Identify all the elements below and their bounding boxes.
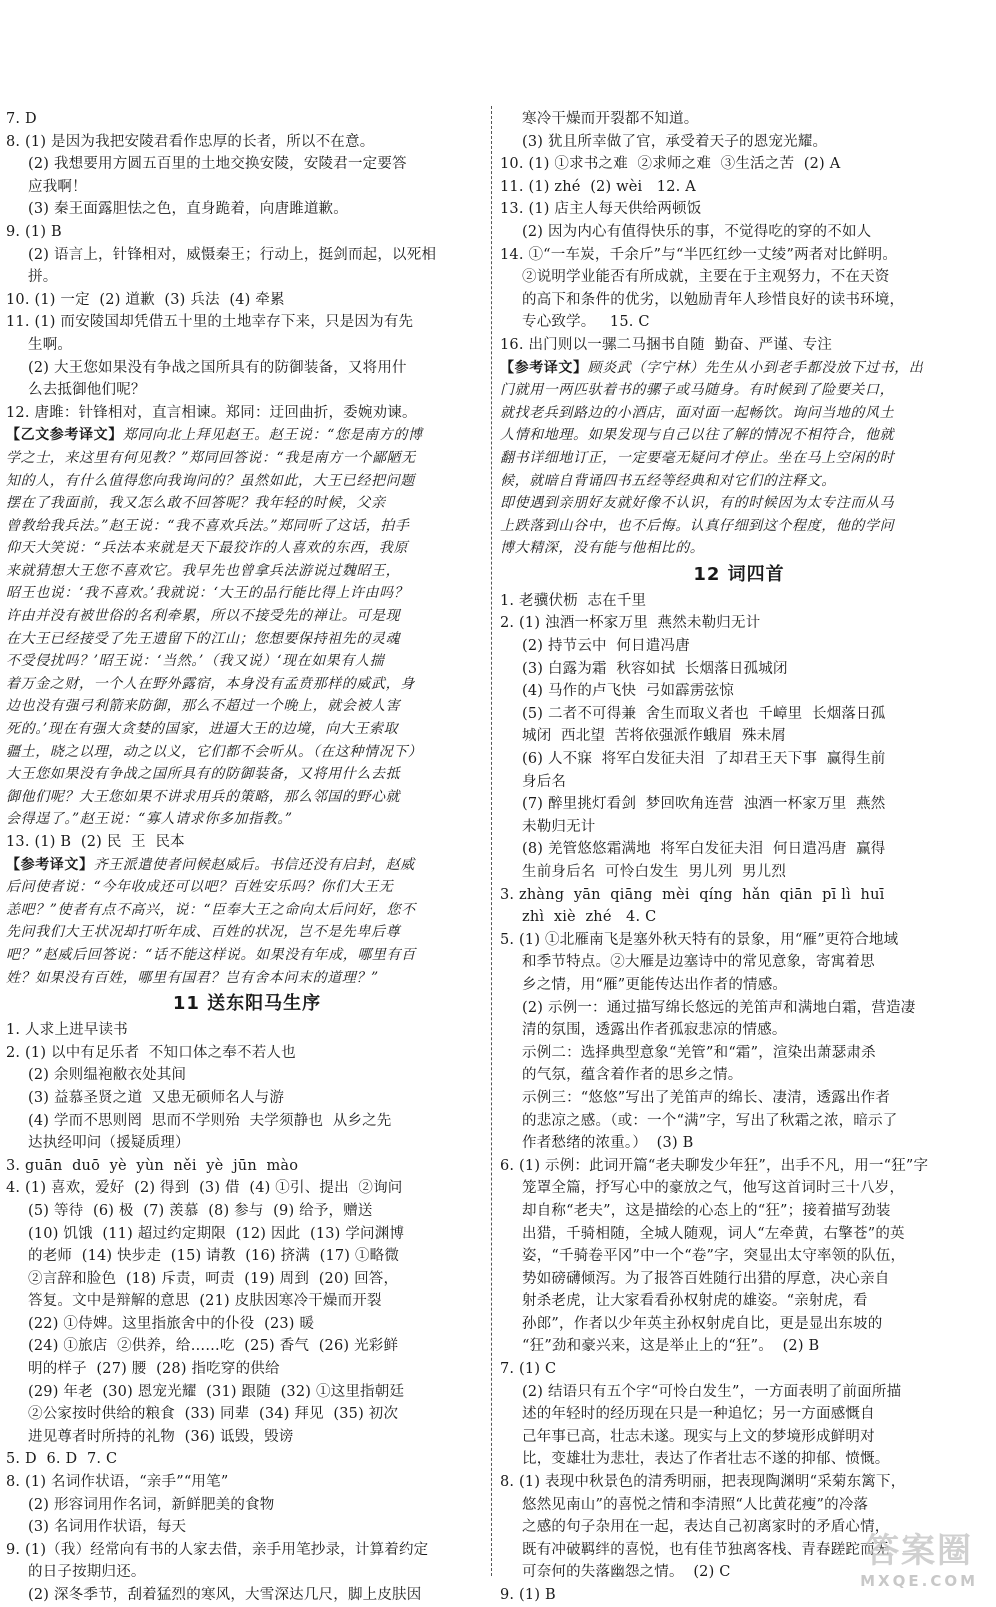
answer-line: 专心致学。 15. C — [522, 314, 650, 331]
answer-line: (5) 等待 (6) 极 (7) 羡慕 (8) 参与 (9) 给予，赠送 — [28, 1202, 373, 1219]
answer-line: 达执经叩问（援疑质理） — [28, 1135, 190, 1152]
answer-line: zhì xiè zhé 4. C — [522, 909, 657, 926]
answer-line: 可奈何的失落幽怨之情。 (2) C — [522, 1564, 731, 1581]
answer-line: 11. (1) 而安陵国却凭借五十里的土地幸存下来，只是因为有先 — [6, 314, 414, 331]
translation-line: 不受侵扰吗？’昭王说：‘当然。’（我又说）‘现在如果有人揣 — [6, 653, 385, 670]
answer-line: (2) 余则缊袍敝衣处其间 — [28, 1067, 187, 1084]
answer-line: 9. (1)（我）经常向有书的人家去借，亲手用笔抄录，计算着约定 — [6, 1541, 429, 1558]
translation-line: 大王您如果没有争战之国所具有的防御装备，又将用什么去抵 — [6, 766, 401, 783]
translation-line — [6, 854, 488, 877]
answer-line: ②公家按时供给的粮食 (33) 同辈 (34) 拜见 (35) 初次 — [28, 1406, 399, 1423]
translation-line: 先问我们大王状况却打听年成、百姓的状况，岂不是先卑后尊 — [6, 924, 401, 941]
answer-line: 比，变雄壮为悲壮，表达了作者壮志不遂的抑郁、愤慨。 — [522, 1451, 890, 1468]
answer-line: 2. (1) 以中有足乐者 不知口体之奉不若人也 — [6, 1044, 296, 1061]
answer-line: 7. (1) C — [500, 1361, 557, 1378]
translation-line: 来就猜想大王您不喜欢它。我早先也曾拿兵法游说过魏昭王， — [6, 562, 401, 579]
answer-line: 未勒归无计 — [522, 818, 596, 835]
answer-line: (3) 犹且所幸做了官，承受着天子的恩宠光耀。 — [522, 133, 828, 150]
answer-line: 1. 老骥伏枥 志在千里 — [500, 592, 647, 609]
answer-line: 7. D — [6, 111, 37, 127]
answer-line: 5. (1) ①北雁南飞是塞外秋天特有的景象，用“雁”更符合地域 — [500, 931, 899, 948]
answer-line: (2) 因为内心有值得快乐的事，不觉得吃的穿的不如人 — [522, 223, 872, 240]
answer-line: 13. (1) B (2) 民 王 民本 — [6, 834, 185, 850]
answer-line: 的老师 (14) 快步走 (15) 请教 (16) 挤满 (17) ①略微 — [28, 1248, 400, 1265]
answer-line: 悠然见南山”的喜悦之情和李清照“人比黄花瘦”的冷落 — [522, 1496, 869, 1513]
answer-line: (2) 深冬季节，刮着猛烈的寒风，大雪深达几尺，脚上皮肤因 — [28, 1587, 422, 1603]
reference-label: 【参考译文】 — [6, 856, 94, 873]
answer-line: (3) 益慕圣贤之道 又患无硕师名人与游 — [28, 1089, 285, 1106]
answer-line: 5. D 6. D 7. C — [6, 1451, 118, 1468]
translation-text: 郑同向北上拜见赵王。赵王说：“您是南方的博 — [122, 427, 423, 444]
left-column — [6, 108, 488, 1607]
answer-line: “狂”劲和豪兴来，这是举止上的“狂”。 (2) B — [522, 1338, 820, 1355]
answer-line: 应我啊！ — [28, 178, 87, 195]
answer-line: 之感的句子杂用在一起，表达自己初离家时的矛盾心情， — [522, 1519, 890, 1536]
translation-line: 姓？如果没有百姓，哪里有国君？岂有舍本问末的道理？” — [6, 969, 379, 986]
translation-line: 恙吧？”使者有点不高兴，说：“臣奉大王之命向太后问好，您不 — [6, 901, 416, 918]
answer-line: (2) 语言上，针锋相对，威慑秦王；行动上，挺剑而起，以死相 — [28, 246, 437, 263]
answer-line: (8) 羌管悠悠霜满地 将军白发征夫泪 何日遣冯唐 赢得 — [522, 841, 886, 858]
translation-line: 人情和地理。如果发现与自己以往了解的情况不相符合，他就 — [500, 427, 895, 444]
column-divider — [491, 106, 492, 1576]
translation-line: 疆土，晓之以理，动之以义，它们都不会听从。（在这种情况下） — [6, 743, 423, 760]
translation-text: 齐王派遣使者问候赵威后。书信还没有启封，赵威 — [93, 856, 415, 873]
answer-line: 生前身后名 可怜白发生 男儿列 男儿烈 — [522, 864, 787, 880]
watermark-logo-text: 答案圈 — [865, 1531, 974, 1571]
answer-line: (2) 示例一：通过描写绵长悠远的羌笛声和满地白霜，营造凄 — [522, 999, 916, 1016]
answer-line: 么去抵御他们呢？ — [28, 382, 146, 399]
translation-line: 后问使者说：“今年收成还可以吧？百姓安乐吗？你们大王无 — [6, 879, 394, 896]
translation-line: 死的。’现在有强大贪婪的国家，进逼大王的边境，向大王索取 — [6, 721, 399, 738]
answer-line: 3. zhàng yān qiāng mèi qíng hǎn qiān pī lì huī — [500, 886, 885, 903]
answer-line: (3) 名词用作状语，每天 — [28, 1519, 187, 1536]
answer-line: (3) 白露为霜 秋容如拭 长烟落日孤城闭 — [522, 660, 788, 677]
answer-line: 明的样子 (27) 腰 (28) 指吃穿的供给 — [28, 1361, 280, 1378]
translation-line: 边也没有强弓利箭来防御，那么不超过一个晚上，就会被人害 — [6, 698, 401, 715]
translation-line: 着万金之财，一个人在野外露宿，本身没有孟贲那样的威武，身 — [6, 675, 415, 692]
answer-line: (24) ①旅店 ②供养，给……吃 (25) 香气 (26) 光彩鲜 — [28, 1338, 399, 1355]
answer-line: 寒冷干燥而开裂都不知道。 — [522, 111, 699, 127]
answer-line: 答复。文中是辩解的意思 (21) 皮肤因寒冷干燥而开裂 — [28, 1293, 382, 1310]
translation-line: 吧？”赵威后回答说：“话不能这样说。如果没有年成，哪里有百 — [6, 946, 416, 963]
answer-line: 身后名 — [522, 773, 567, 790]
answer-line: 射杀老虎，让大家看看孙权射虎的雄姿。“亲射虎，看 — [522, 1293, 868, 1310]
answer-line: 城闭 西北望 苦将依强派作蛾眉 殊未屑 — [522, 728, 787, 745]
answer-line: (29) 年老 (30) 恩宠光耀 (31) 跟随 (32) ①这里指朝廷 — [28, 1383, 405, 1400]
answer-line: 示例二：选择典型意象“羌管”和“霜”，渲染出萧瑟肃杀 — [522, 1044, 876, 1061]
answer-line: 1. 人求上进早读书 — [6, 1022, 128, 1039]
translation-line: 知的人，有什么值得您向我询问的？虽然如此，大王已经把问题 — [6, 472, 415, 489]
answer-line: (7) 醉里挑灯看剑 梦回吹角连营 浊酒一杯家万里 燕然 — [522, 796, 886, 813]
translation-line: 仰天大笑说：“兵法本来就是天下最狡诈的人喜欢的东西，我原 — [6, 540, 408, 557]
answer-line: (2) 我想要用方圆五百里的土地交换安陵，安陵君一定要答 — [28, 156, 407, 173]
translation-line — [500, 357, 978, 380]
answer-line: 的悲凉之感。（或：一个“满”字，写出了秋霜之浓，暗示了 — [522, 1112, 898, 1129]
translation-line: 曾教给我兵法。”赵王说：“我不喜欢兵法。”郑同听了这话，拍手 — [6, 517, 410, 534]
answer-line: (22) ①侍婢。这里指旅舍中的仆役 (23) 暖 — [28, 1315, 315, 1332]
answer-line: (2) 形容词用作名词，新鲜肥美的食物 — [28, 1496, 275, 1513]
answer-line: 姿，“千骑卷平冈”中一个“卷”字，突显出太守率领的队伍， — [522, 1248, 906, 1265]
answer-line: 4. (1) 喜欢，爱好 (2) 得到 (3) 借 (4) ①引、提出 ②询问 — [6, 1180, 403, 1197]
answer-line: 2. (1) 浊酒一杯家万里 燕然未勒归无计 — [500, 615, 761, 632]
answer-line: 乡之情，用“雁”更能传达出作者的情感。 — [522, 976, 788, 993]
answer-line: 清的氛围，透露出作者孤寂悲凉的情感。 — [522, 1022, 787, 1039]
answer-line: (2) 结语只有五个字“可怜白发生”，一方面表明了前面所描 — [522, 1383, 902, 1400]
answer-line: (3) 秦王面露胆怯之色，直身跪着，向唐雎道歉。 — [28, 201, 348, 218]
answer-line: (4) 学而不思则罔 思而不学则殆 夫学须静也 从乡之先 — [28, 1112, 392, 1129]
translation-line: 昭王也说：‘我不喜欢。’我就说：‘大王的品行能比得上许由吗？ — [6, 585, 409, 602]
answer-line: 孙郎”，作者以少年英主孙权射虎自比，更是显出东坡的 — [522, 1315, 883, 1332]
answer-line: 6. (1) 示例：此词开篇“老夫聊发少年狂”，出手不凡，用一“狂”字 — [500, 1157, 929, 1174]
answer-line: 出猎，千骑相随，全城人随观，词人“左牵黄，右擎苍”的英 — [522, 1225, 905, 1242]
translation-line — [6, 424, 488, 447]
answer-line: 拼。 — [28, 269, 58, 286]
translation-line: 博大精深，没有能与他相比的。 — [500, 540, 705, 557]
answer-line: 9. (1) B — [6, 223, 62, 240]
answer-line: 进见尊者时所持的礼物 (36) 诋毁，毁谤 — [28, 1428, 294, 1445]
right-column — [500, 108, 978, 1607]
answer-line: 9. (1) B — [500, 1587, 556, 1603]
watermark-logo — [860, 1523, 978, 1590]
translation-line: 在大王已经接受了先王遗留下的江山；您想要保持祖先的灵魂 — [6, 630, 401, 647]
answer-line: 生啊。 — [28, 336, 73, 353]
answer-line: 的气氛，蕴含着作者的思乡之情。 — [522, 1067, 743, 1084]
answer-line: 示例三：“悠悠”写出了羌笛声的绵长、凄清，透露出作者 — [522, 1089, 891, 1106]
answer-line: ②言辞和脸色 (18) 斥责，呵责 (19) 周到 (20) 回答， — [28, 1270, 399, 1287]
answer-line: 己年事已高，壮志未遂。现实与上文的梦境形成鲜明对 — [522, 1428, 875, 1445]
answer-line: 16. 出门则以一骡二马捆书自随 勤奋、严谨、专注 — [500, 336, 833, 353]
translation-line: 翻书详细地订正，一定要毫无疑问才停止。坐在马上空闲的时 — [500, 449, 895, 466]
translation-line: 门就用一两匹驮着书的骡子或马随身。有时候到了险要关口， — [500, 382, 895, 399]
answer-line: (10) 饥饿 (11) 超过约定期限 (12) 因此 (13) 学问渊博 — [28, 1225, 405, 1242]
translation-text: 顾炎武（字宁林）先生从小到老手都没放下过书，出 — [587, 359, 924, 376]
answer-line: 述的年轻时的经历现在只是一种追忆；另一方面感慨自 — [522, 1406, 875, 1423]
answer-line: 14. ①“一车炭，千余斤”与“半匹红纱一丈绫”两者对比鲜明。 — [500, 246, 898, 263]
reference-label: 【参考译文】 — [500, 359, 588, 376]
watermark-url: MXQE.COM — [860, 1572, 978, 1590]
translation-line: 上跌落到山谷中，也不后悔。认真仔细到这个程度，他的学问 — [500, 517, 895, 534]
answer-line: 8. (1) 名词作状语，“亲手”“用笔” — [6, 1474, 229, 1491]
translation-line: 摆在了我面前，我又怎么敢不回答呢？我年轻的时候，父亲 — [6, 495, 386, 512]
translation-line: 许由并没有被世俗的名利牵累，所以不接受先的禅让。可是现 — [6, 608, 401, 625]
answer-line: (4) 马作的卢飞快 弓如霹雳弦惊 — [522, 683, 734, 700]
translation-line: 御他们呢？大王您如果不讲求用兵的策略，那么邻国的野心就 — [6, 788, 401, 805]
answer-line: ②说明学业能否有所成就，主要在于主观努力，不在天资 — [522, 269, 890, 286]
answer-line: 却自称“老夫”，这是描绘的心态上的“狂”；接着描写劲装 — [522, 1202, 891, 1219]
answer-line: 13. (1) 店主人每天供给两顿饭 — [500, 201, 702, 218]
answer-line: 10. (1) ①求书之难 ②求师之难 ③生活之苦 (2) A — [500, 156, 841, 173]
section-heading: 11 送东阳马生序 — [172, 993, 322, 1015]
section-heading: 12 词四首 — [693, 563, 785, 585]
answer-line: (5) 二者不可得兼 舍生而取义者也 千嶂里 长烟落日孤 — [522, 705, 886, 722]
answer-line: 的日子按期归还。 — [28, 1564, 146, 1581]
translation-line: 就找老兵到路边的小酒店，面对面一起畅饮。询问当地的风土 — [500, 404, 895, 421]
answer-line: 和季节特点。②大雁是边塞诗中的常见意象，寄寓着思 — [522, 954, 875, 971]
answer-line: 既有冲破羁绊的喜悦，也有佳节独离客栈、青春蹉跎而无 — [522, 1541, 890, 1558]
reference-label: 【乙文参考译文】 — [6, 427, 123, 444]
answer-line: (2) 持节云中 何日遣冯唐 — [522, 638, 690, 655]
answer-line: 10. (1) 一定 (2) 道歉 (3) 兵法 (4) 牵累 — [6, 291, 285, 308]
translation-line: 候，就暗自背诵四书五经等经典和对它们的注释文。 — [500, 472, 836, 489]
answer-line: 笼罩全篇，抒写心中的豪放之气，他写这首词时三十八岁， — [522, 1180, 905, 1197]
translation-line: 即使遇到亲朋好友就好像不认识，有的时候因为太专注而从马 — [500, 495, 895, 512]
answer-line: 8. (1) 是因为我把安陵君看作忠厚的长者，所以不在意。 — [6, 133, 375, 150]
answer-line: (6) 人不寐 将军白发征夫泪 了却君王天下事 赢得生前 — [522, 751, 886, 768]
answer-line: 作者愁绪的浓重。） (3) B — [522, 1135, 694, 1152]
answer-line: 8. (1) 表现中秋景色的清秀明丽，把表现陶渊明“采菊东篱下， — [500, 1474, 906, 1491]
answer-line: (2) 大王您如果没有争战之国所具有的防御装备，又将用什 — [28, 359, 407, 376]
answer-line: 12. 唐雎：针锋相对，直言相谏。郑同：迂回曲折，委婉劝谏。 — [6, 404, 417, 421]
answer-line: 3. guān duō yè yùn něi yè jūn mào — [6, 1157, 299, 1174]
translation-line: 会得逞了。”赵王说：“寡人请求你多加指教。” — [6, 811, 293, 828]
translation-line: 学之士，来这里有何见教？”郑同回答说：“我是南方一个鄙陋无 — [6, 449, 416, 466]
answer-line: 势如磅礴倾泻。为了报答百姓随行出猎的厚意，决心亲自 — [522, 1270, 890, 1287]
answer-line: 11. (1) zhé (2) wèi 12. A — [500, 178, 696, 195]
answer-line: 的高下和条件的优劣，以勉励青年人珍惜良好的读书环境， — [522, 291, 905, 308]
